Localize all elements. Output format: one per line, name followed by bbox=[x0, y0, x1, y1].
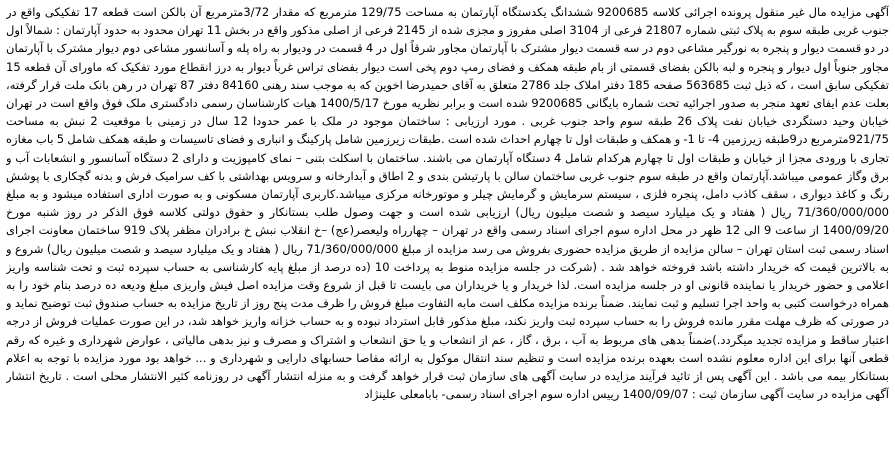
auction-notice-text: آگهی مزایده مال غیر منقول پرونده اجرائی کلاسه 9200685 ششدانگ یکدستگاه آپارتمان به مساحت 129/75 مترمربع که مقدار 3/72مترمربع آن بالکن است قطعه 17 تفکیکی واقع در جنوب غربی طبقه سوم به پلاک ثبتی شماره 21807 فرعی از 3104 اصلی مفروز و مجزی شده از 2145 فرعی از اصلی مذکور واقع در بخش 11 تهران محدود به حدود آپارتمان : شمالاً اول در دو قسمت دیوار و پنجره به نورگیر مشاعی دوم در سه قسمت دیوار مشترک با آپارتمان مجاور شرقاً اول در 4 قسمت در ودیوار به راه پله و آسانسور مشاعی دوم دیوار مشترک با آپارتمان مجاور جنوباً اول دیوار و پنجره و لبه بالکن بفضای قسمتی از بام طبقه همکف و فضای رمپ دوم پخی است دیوار بفضای تراس غرباً دیوار به درز انقطاع مورد تفکیک که ماورای آن قطعه 15 تفکیکی سابق است ، که ذیل ثبت 563685 صفحه 185 دفتر املاک جلد 2786 متعلق به آقای حمیدرضا اخوین که به موجب سند رهنی 84160 دفتر 87 تهران در رهن بانک ملت قرار گرفته، بعلت عدم ایفای تعهد منجر به صدور اجرائیه تحت شماره بایگانی 9200685 شده است و برابر نظریه مورخ 1400/5/17 هیات کارشناسان رسمی دادگستری ملک فوق واقع است در تهران خیابان وحید دستگردی خیابان نفت پلاک 26 طبقه سوم واحد جنوب غربی . مورد ارزیابی : ساختمان موجود در ملک با عمر حدودا 12 سال در زمینی با موقعیت 2 نبش به مساحت 921/75مترمربع در9طبقه زیرزمین 4- تا 1- و همکف و طبقات اول تا چهارم احداث شده است .طبقات زیرزمین شامل پارکینگ و انباری و فضای تاسیسات و طبقه همکف شامل 5 باب مغازه تجاری با ورودی مجزا از خیابان و طبقات اول تا چهارم هرکدام شامل 4 دستگاه آپارتمان می باشند. ساختمان با اسکلت بتنی – نمای کامپوزیت و دارای 2 دستگاه آسانسور و انشعابات آب و برق وگاز عمومی میباشد.آپارتمان واقع در طبقه سوم جنوب غربی ساختمان سالن با پارتیشن بندی و 2 اطاق و آبدارخانه و سرویس بهداشتی با کف سرامیک فرش و بدنه گچکاری با پوشش رنگ و کاغذ دیواری ، سقف کاذب دامل، پنجره فلزی ، سیستم سرمایش و گرمایش چیلر و موتورخانه مرکزی میباشد.کاربری آپارتمان مسکونی و به صورت اداری استفاده میشود و به مبلغ 71/360/000/000 ریال ( هفتاد و یک میلیارد سیصد و شصت میلیون ریال) ارزیابی شده است و جهت وصول طلب بستانکار و حقوق دولتی کلاسه فوق الذکر در روز شنبه مورخ 1400/09/20 از ساعت 9 الی 12 ظهر در محل اداره سوم اجرای اسناد رسمی واقع در تهران – چهارراه ولیعصر(عج) –خ انقلاب نبش خ برادران مظفر پلاک 919 ساختمان معاونت اجرای اسناد رسمی ثبت استان تهران – سالن مزایده از طریق مزایده حضوری بفروش می رسد مزایده از مبلغ 71/360/000/000 ریال ( هفتاد و یک میلیارد سیصد و شصت میلیون ریال) شروع و به بالاترین قیمت که خریدار داشته باشد فروخته خواهد شد . (شرکت در جلسه مزایده منوط به پرداخت 10 (ده درصد از مبلغ پایه کارشناسی به حساب سپرده ثبت و تحت شناسه واریز اعلامی و حضور خریدار یا نماینده قانونی او در جلسه مزایده است. لذا خریدار و یا خریداران می بایست تا قبل از شروع وقت مزایده اصل فیش واریزی مبلغ ودیعه ده درصد بنام خود را به همراه درخواست کتبی به واحد اجرا تسلیم و ثبت نمایند. ضمناً برنده مزایده مکلف است مابه التفاوت مبلغ فروش را ظرف مدت پنج روز از تاریخ مزایده به حساب صندوق ثبت توضیح نماید و در صورتی که ظرف مهلت مقرر مانده فروش را به حساب سپرده ثبت واریز نکند، مبلغ مذکور قابل استرداد نبوده و به حساب خزانه واریز خواهد شد، در این صورت عملیات فروش از درجه اعتبار ساقط و مزایده تجدید میگردد.)ضمناً بدهی های مربوط به آب ، برق ، گاز ، عم از انشعاب و یا حق انشعاب و اشتراک و مصرف و نیز بدهی مالیاتی ، عوارض شهرداری و غیره که رقم قطعی آنها برای این اداره معلوم نشده است بعهده برنده مزایده است و تنظیم سند انتقال موکول به ارائه مفاصا حسابهای دارایی و شهرداری و ... خواهد بود مورد مزایده با توجه به اعلام بستانکار بیمه می باشد . این آگهی پس از تائید فرآیند مزایده در سایت آگهی های سازمان ثبت قرار خواهد گرفت و به منزله انتشار آگهی در روزنامه کثیر الانتشار محلی است . تاریخ انتشار آگهی مزایده در سایت آگهی سازمان ثبت : 1400/09/07 رییس اداره سوم اجرای اسناد رسمی- بابامعلی علینژاد bbox=[6, 5, 889, 402]
auction-notice bbox=[6, 3, 889, 467]
